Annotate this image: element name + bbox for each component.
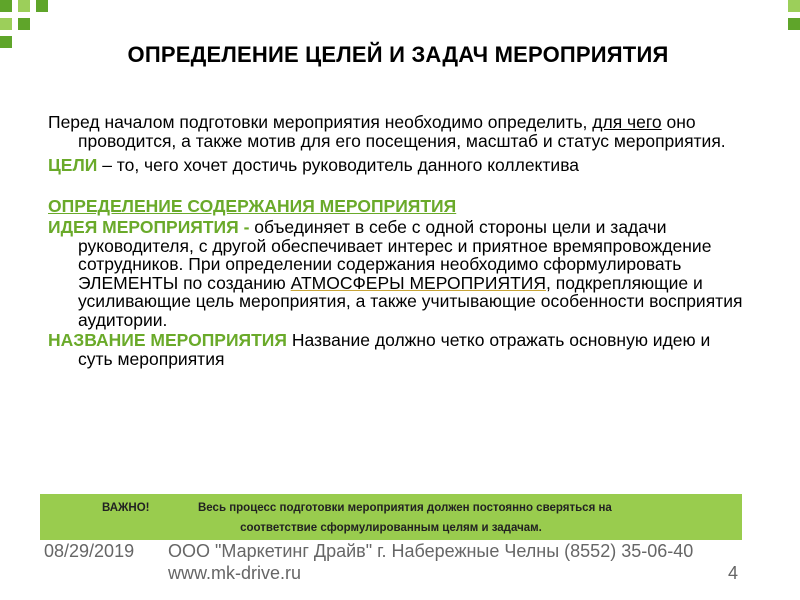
page-number: 4 bbox=[728, 563, 739, 583]
idea-text-start: объединяет в себе с одной стороны цели и задачи руководителя, с другой обеспечивает интерес и приятное времяпровождение сотрудников. При определении содержания необходимо сформулировать ЭЛЕМЕНТЫ по созданию bbox=[78, 217, 712, 293]
intro-underlined-phrase: для чего bbox=[592, 112, 662, 132]
footer-date: 08/29/2019 bbox=[44, 541, 135, 561]
important-note-line-1: Весь процесс подготовки мероприятия должен постоянно сверяться на bbox=[198, 502, 612, 514]
slide-body bbox=[48, 113, 748, 368]
event-name-definition: Название должно четко отражать основную идею и суть мероприятия bbox=[78, 330, 711, 369]
footer-organization: ООО "Маркетинг Драйв" г. Набережные Челны (8552) 35-06-40 www.mk-drive.ru bbox=[168, 541, 694, 583]
idea-term: ИДЕЯ МЕРОПРИЯТИЯ - bbox=[48, 217, 250, 237]
idea-atmosphere-phrase: АТМОСФЕРЫ МЕРОПРИЯТИЯ bbox=[290, 272, 547, 293]
intro-text-start: Перед началом подготовки мероприятия необходимо определить, bbox=[48, 112, 593, 132]
event-name-term: НАЗВАНИЕ МЕРОПРИЯТИЯ bbox=[48, 330, 287, 350]
goals-term: ЦЕЛИ bbox=[48, 155, 98, 175]
corner-ornament-top-right bbox=[778, 0, 800, 36]
idea-paragraph bbox=[48, 218, 748, 329]
important-note-box bbox=[40, 494, 742, 540]
slide-title: ОПРЕДЕЛЕНИЕ ЦЕЛЕЙ И ЗАДАЧ МЕРОПРИЯТИЯ bbox=[127, 42, 669, 67]
intro-paragraph bbox=[48, 113, 748, 150]
event-name-paragraph bbox=[48, 331, 748, 368]
content-heading: ОПРЕДЕЛЕНИЕ СОДЕРЖАНИЯ МЕРОПРИЯТИЯ bbox=[48, 195, 457, 216]
important-note-line-2: соответствие сформулированным целям и задачам. bbox=[240, 522, 542, 534]
intro-text-end: оно проводится, а также мотив для его посещения, масштаб и статус мероприятия. bbox=[78, 112, 726, 151]
important-label: ВАЖНО! bbox=[102, 502, 150, 514]
goals-definition: – то, чего хочет достичь руководитель данного коллектива bbox=[97, 155, 580, 175]
idea-text-end: , подкрепляющие и усиливающие цель мероприятия, а также учитывающие особенности восприятия аудитории. bbox=[78, 272, 743, 330]
goals-paragraph bbox=[48, 156, 748, 175]
